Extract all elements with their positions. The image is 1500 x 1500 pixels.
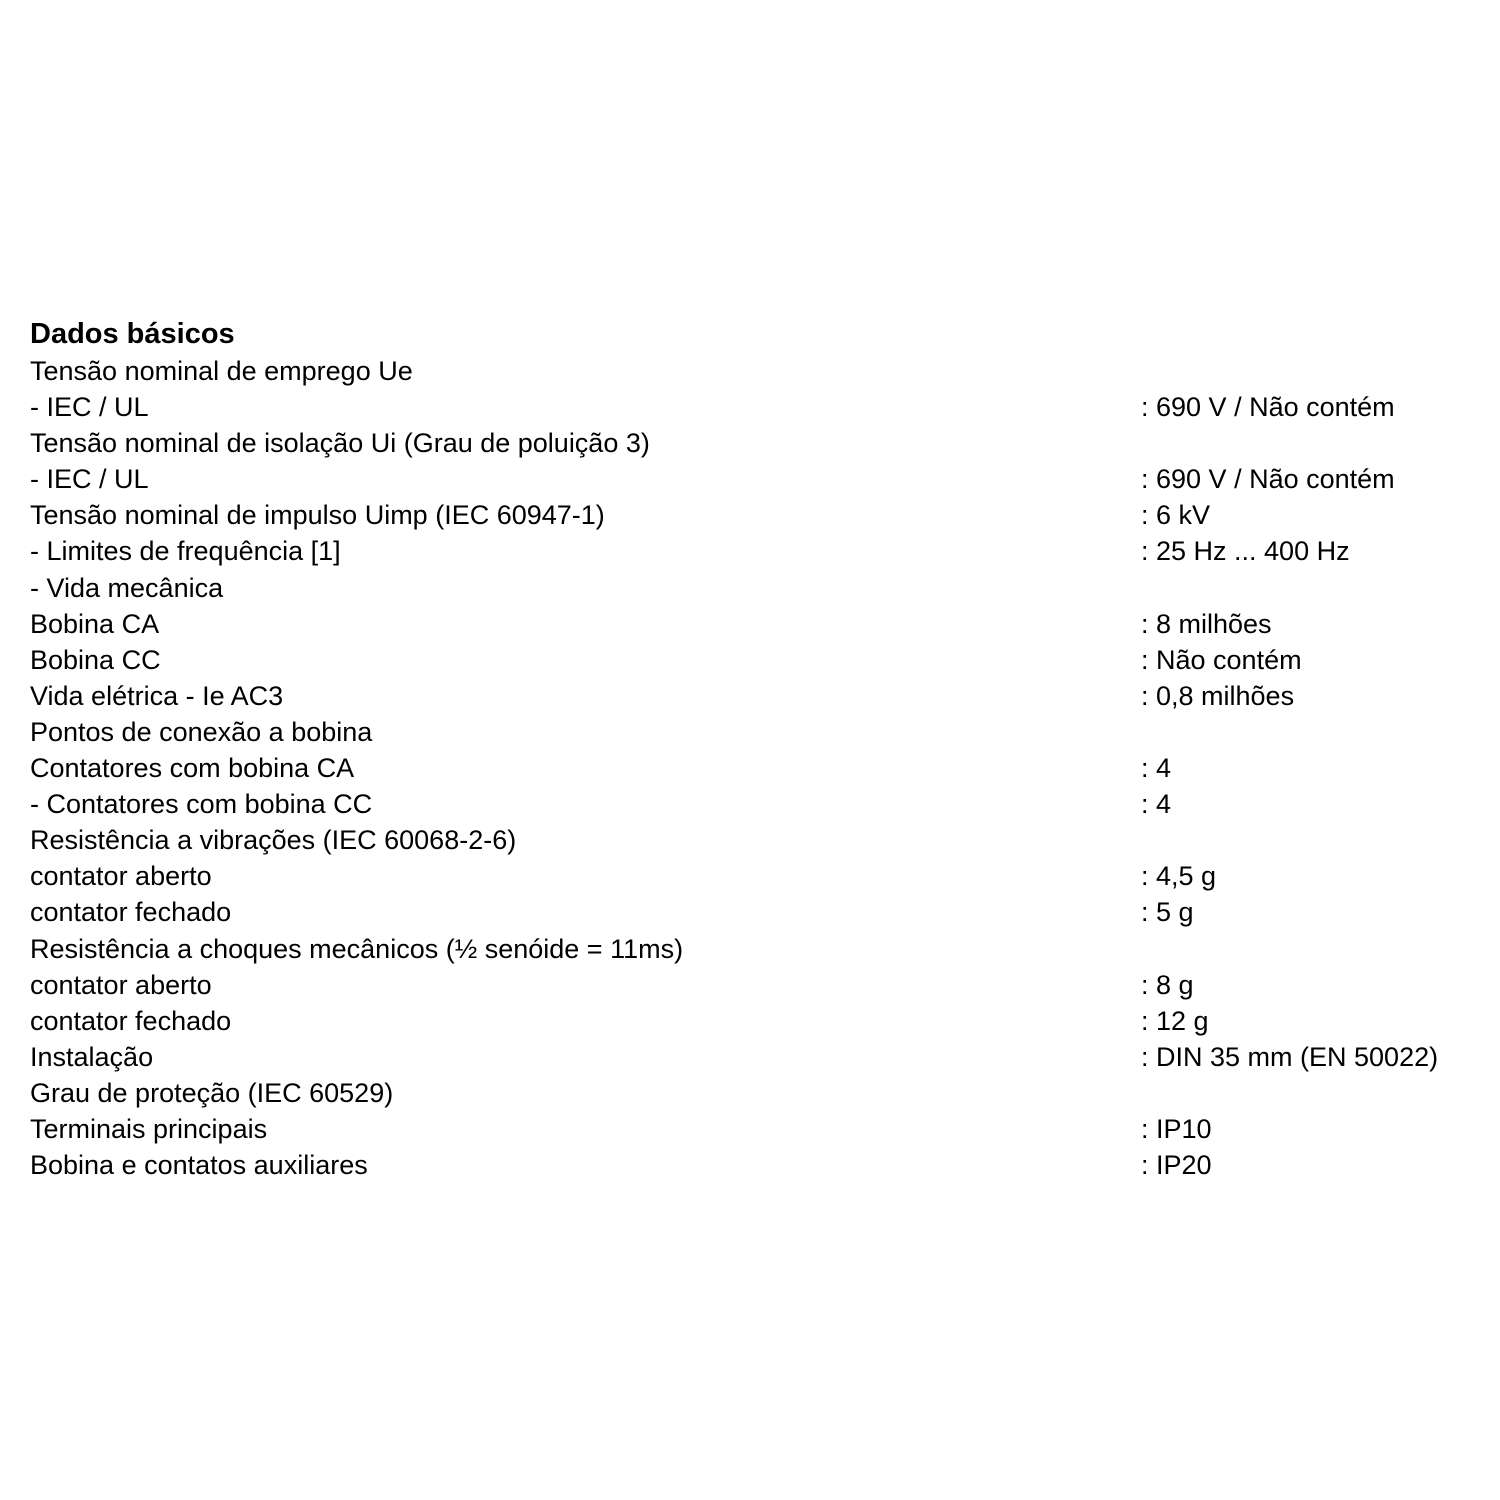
- section-title: Dados básicos: [30, 318, 235, 350]
- spec-row: [30, 822, 1480, 858]
- spec-label: contator aberto: [30, 969, 212, 1000]
- spec-label: Resistência a vibrações (IEC 60068-2-6): [30, 825, 517, 856]
- spec-label: Vida elétrica - Ie AC3: [30, 680, 284, 711]
- spec-value: : IP10: [1141, 1113, 1212, 1144]
- spec-label: contator fechado: [30, 897, 232, 928]
- spec-label: Bobina e contatos auxiliares: [30, 1150, 368, 1181]
- spec-row: [30, 606, 1480, 642]
- spec-value: : 5 g: [1141, 897, 1194, 928]
- spec-row: [30, 642, 1480, 678]
- spec-value: : 690 V / Não contém: [1141, 464, 1395, 495]
- spec-label: - Limites de frequência [1]: [30, 536, 341, 567]
- spec-row: [30, 1111, 1480, 1147]
- spec-row: [30, 786, 1480, 822]
- spec-row: [30, 570, 1480, 606]
- spec-value: : 0,8 milhões: [1141, 680, 1295, 711]
- spec-row: [30, 678, 1480, 714]
- spec-row: [30, 1003, 1480, 1039]
- spec-label: - Contatores com bobina CC: [30, 789, 373, 820]
- spec-row: [30, 1147, 1480, 1183]
- spec-label: Resistência a choques mecânicos (½ senóide = 11ms): [30, 933, 684, 964]
- spec-label: Pontos de conexão a bobina: [30, 716, 373, 747]
- spec-row: [30, 1075, 1480, 1111]
- spec-row: [30, 714, 1480, 750]
- spec-label: Grau de proteção (IEC 60529): [30, 1077, 394, 1108]
- spec-row: [30, 967, 1480, 1003]
- spec-value: : 12 g: [1141, 1005, 1209, 1036]
- spec-sheet: [30, 316, 1480, 1183]
- spec-label: Bobina CA: [30, 608, 160, 639]
- spec-row: [30, 931, 1480, 967]
- spec-label: - Vida mecânica: [30, 572, 224, 603]
- spec-value: : 8 g: [1141, 969, 1194, 1000]
- spec-row: [30, 425, 1480, 461]
- spec-label: Tensão nominal de isolação Ui (Grau de poluição 3): [30, 428, 650, 459]
- spec-label: Tensão nominal de emprego Ue: [30, 356, 413, 386]
- spec-value: : 8 milhões: [1141, 608, 1272, 639]
- spec-row: [30, 353, 1480, 389]
- spec-row: [30, 894, 1480, 930]
- spec-label: - IEC / UL: [30, 464, 149, 495]
- spec-row: [30, 533, 1480, 569]
- spec-label: contator fechado: [30, 1005, 232, 1036]
- spec-value: : 690 V / Não contém: [1141, 392, 1395, 423]
- spec-label: Instalação: [30, 1041, 154, 1072]
- spec-label: - IEC / UL: [30, 392, 149, 423]
- spec-row: [30, 389, 1480, 425]
- spec-row: [30, 750, 1480, 786]
- spec-row: [30, 1039, 1480, 1075]
- spec-value: : 4: [1141, 753, 1172, 784]
- spec-value: : Não contém: [1141, 644, 1302, 675]
- spec-label: Bobina CC: [30, 644, 161, 675]
- spec-value: : 4: [1141, 789, 1172, 820]
- spec-list: [30, 353, 1480, 1183]
- spec-row: [30, 858, 1480, 894]
- spec-value: : 6 kV: [1141, 500, 1211, 531]
- spec-value: : 4,5 g: [1141, 861, 1217, 892]
- spec-label: Contatores com bobina CA: [30, 753, 355, 784]
- spec-label: contator aberto: [30, 861, 212, 892]
- spec-value: : DIN 35 mm (EN 50022): [1141, 1041, 1439, 1072]
- spec-row: [30, 461, 1480, 497]
- spec-value: : IP20: [1141, 1150, 1212, 1181]
- spec-label: Terminais principais: [30, 1113, 268, 1144]
- spec-row: [30, 497, 1480, 533]
- spec-value: : 25 Hz ... 400 Hz: [1141, 536, 1350, 567]
- spec-label: Tensão nominal de impulso Uimp (IEC 60947-1): [30, 500, 605, 531]
